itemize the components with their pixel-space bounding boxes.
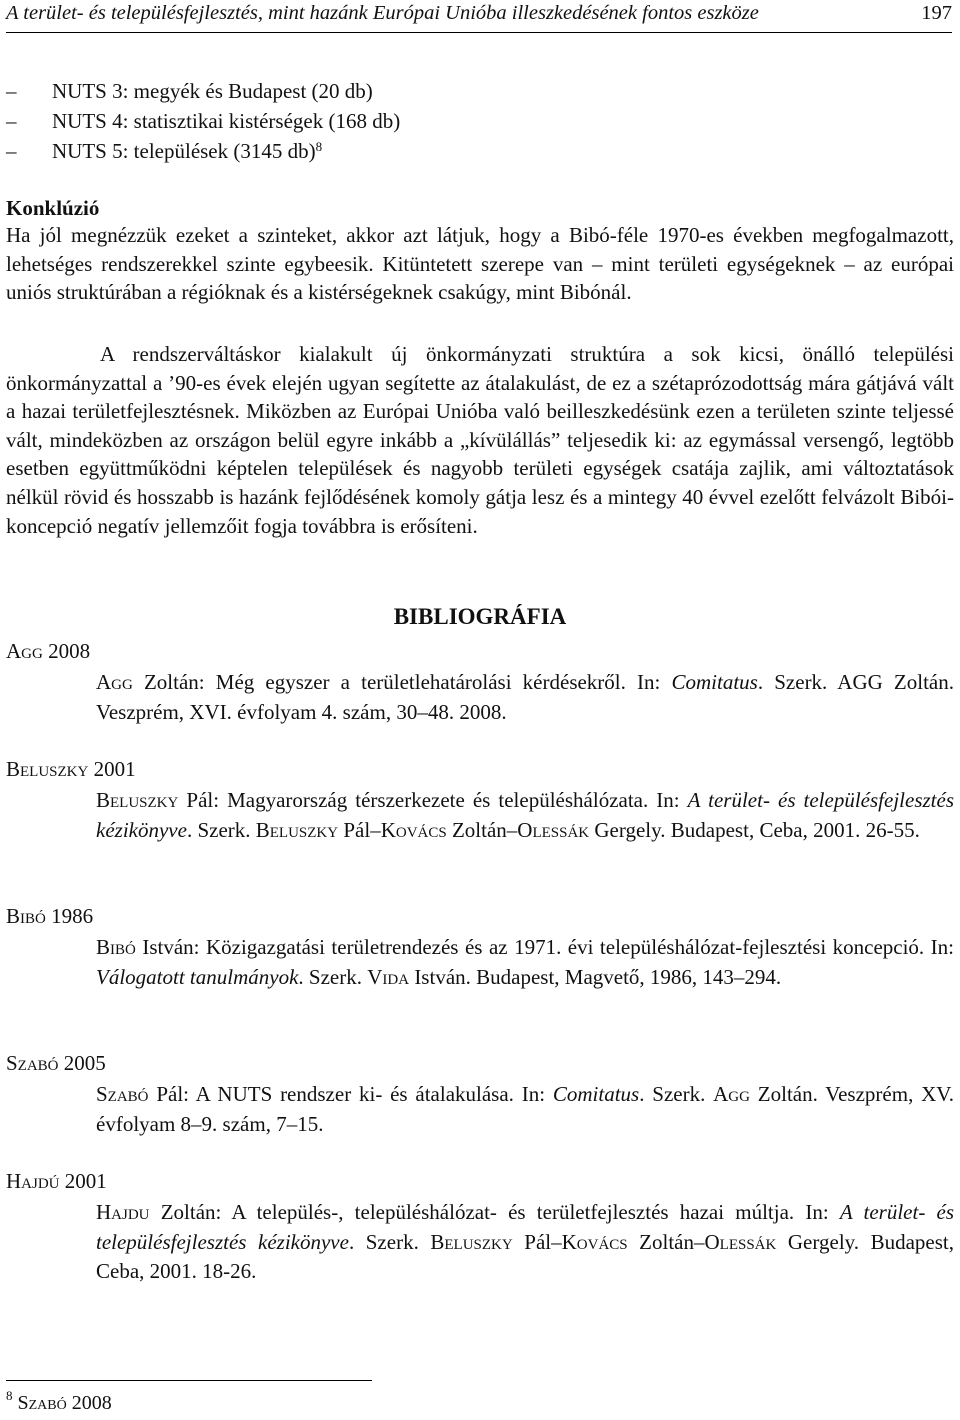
entry-text: Zoltán: Még egyszer a területlehatárolási kérdésekről. In: bbox=[132, 670, 672, 694]
footnote-number: 8 bbox=[6, 1388, 13, 1403]
bibliography-entry bbox=[6, 754, 954, 845]
footnote-name: Szabó bbox=[17, 1392, 67, 1414]
entry-key-year: 2005 bbox=[63, 1051, 106, 1075]
footnote-ref: 8 bbox=[315, 139, 323, 154]
footnote-year: 2008 bbox=[71, 1392, 112, 1414]
entry-key-year: 2001 bbox=[93, 757, 136, 781]
footnote-divider bbox=[6, 1380, 372, 1381]
entry-work: Válogatott tanulmányok bbox=[96, 964, 299, 989]
entry-author: Bibó bbox=[96, 935, 136, 959]
bibliography-entry bbox=[6, 1166, 954, 1287]
entry-text: Pál: A NUTS rendszer ki- és átalakulása. In: bbox=[148, 1082, 553, 1106]
entry-author: Agg bbox=[96, 670, 133, 694]
entry-text: Zoltán. Veszprém, XV. évfolyam 8–9. szám, 7–15. bbox=[96, 1082, 954, 1136]
entry-body bbox=[96, 933, 954, 992]
entry-text: Zoltán: A település-, településhálózat- és területfejlesztés hazai múltja. In: bbox=[149, 1200, 840, 1224]
entry-body bbox=[96, 786, 954, 845]
entry-text: . Szerk. bbox=[639, 1082, 714, 1106]
entry-key bbox=[6, 901, 954, 931]
running-title: A terület- és településfejlesztés, mint hazánk Európai Unióba illeszkedésének fontos eszköze bbox=[6, 2, 759, 24]
entry-text: . Szerk. bbox=[298, 964, 368, 989]
entry-key bbox=[6, 1048, 954, 1078]
entry-key-name: Hajdú bbox=[6, 1169, 60, 1193]
entry-editor: Olessák bbox=[704, 1229, 777, 1254]
bibliography-entry bbox=[6, 1048, 954, 1139]
entry-work: Comitatus bbox=[552, 1082, 640, 1106]
entry-text: . Szerk. bbox=[186, 817, 256, 842]
entry-work: A terület- és településfejlesztés kézikönyve bbox=[96, 788, 954, 842]
entry-key bbox=[6, 754, 954, 784]
list-item bbox=[6, 106, 946, 136]
list-item-text: NUTS 3: megyék és Budapest (20 db) bbox=[52, 79, 373, 103]
entry-key bbox=[6, 636, 954, 666]
entry-text: István: Közigazgatási területrendezés és az 1971. évi településhálózat-fejlesztési koncepció. In: bbox=[135, 935, 954, 959]
entry-text: Gergely. Budapest, Ceba, 2001. 26-55. bbox=[589, 817, 920, 842]
page-number: 197 bbox=[921, 2, 952, 24]
entry-text: Zoltán– bbox=[446, 817, 518, 842]
list-dash: – bbox=[6, 109, 17, 133]
entry-key-year: 2008 bbox=[48, 639, 91, 663]
entry-key-year: 2001 bbox=[64, 1169, 107, 1193]
list-dash: – bbox=[6, 139, 17, 163]
list-item bbox=[6, 136, 946, 166]
entry-editor: Olessák bbox=[517, 817, 590, 842]
list-item-text: NUTS 4: statisztikai kistérségek (168 db) bbox=[52, 109, 401, 133]
bibliography-title: BIBLIOGRÁFIA bbox=[393, 604, 567, 629]
paragraph-2: A rendszerváltáskor kialakult új önkormányzati struktúra a sok kicsi, önálló települési önkormányzattal a ’90-es évek elején ugyan segítette az átalakulást, de ez a szétaprózodottság mára gátjává vált a hazai területfejlesztésnek. Miközben az Európai Unióba való beilleszkedésünk ezen a területen szinte teljessé vált, mindeközben az országon belül egyre inkább a „kívülállás” teljesedik ki: az egymással versengő, legtöbb esetben együttműködni képtelen települések és nagyobb területi egységek csatája zajlik, ami változtatások nélkül rövid és hosszabb is hazánk fejlődésének komoly gátja lesz és a mintegy 40 évvel ezelőtt felvázolt Bibói-koncepció negatív jellemzőit fogja továbbra is erősíteni. bbox=[6, 342, 954, 538]
section-heading: Konklúzió bbox=[6, 196, 100, 220]
entry-key-year: 1986 bbox=[51, 904, 94, 928]
entry-author: Beluszky bbox=[96, 788, 179, 812]
entry-work: A terület- és településfejlesztés kézikönyve bbox=[96, 1200, 954, 1254]
entry-editor: Beluszky bbox=[430, 1229, 513, 1254]
paragraph-1: Ha jól megnézzük ezeket a szinteket, akkor azt látjuk, hogy a Bibó-féle 1970-es években megfogalmazott, lehetséges rendszerekkel szinte egybeesik. Kitüntetett szerepe van – mint területi egységeknek – az európai uniós struktúrában a régióknak és a kistérségeknek csakúgy, mint Bibónál. bbox=[6, 223, 954, 305]
entry-text: Pál– bbox=[338, 817, 381, 842]
entry-author: Szabó bbox=[96, 1082, 149, 1106]
entry-text: Pál– bbox=[512, 1229, 562, 1254]
entry-work: Comitatus bbox=[671, 670, 758, 694]
entry-text: Zoltán– bbox=[627, 1229, 705, 1254]
list-dash: – bbox=[6, 79, 17, 103]
list-item-text: NUTS 5: települések (3145 db) bbox=[52, 139, 316, 163]
running-header bbox=[6, 2, 952, 33]
entry-body bbox=[96, 668, 954, 727]
entry-editor: Beluszky bbox=[255, 817, 339, 842]
entry-editor: Kovács bbox=[380, 817, 447, 842]
entry-body bbox=[96, 1080, 954, 1139]
entry-editor: Kovács bbox=[561, 1229, 628, 1254]
bibliography-entry bbox=[6, 636, 954, 727]
entry-key-name: Agg bbox=[6, 639, 43, 663]
entry-editor: Agg bbox=[713, 1082, 750, 1106]
entry-text: . Szerk. bbox=[348, 1229, 431, 1254]
entry-text: István. Budapest, Magvető, 1986, 143–294. bbox=[409, 964, 782, 989]
entry-text: . Szerk. AGG Zoltán. Veszprém, XVI. évfolyam 4. szám, 30–48. 2008. bbox=[96, 670, 954, 724]
bibliography-entry bbox=[6, 901, 954, 992]
entry-key-name: Bibó bbox=[6, 904, 46, 928]
entry-body bbox=[96, 1198, 954, 1287]
list-item bbox=[6, 76, 946, 106]
entry-author: Hajdu bbox=[96, 1200, 150, 1224]
entry-text: Pál: Magyarország térszerkezete és településhálózata. In: bbox=[178, 788, 688, 812]
entry-key bbox=[6, 1166, 954, 1196]
entry-editor: Vida bbox=[367, 964, 410, 989]
nuts-list bbox=[6, 76, 946, 166]
entry-key-name: Beluszky bbox=[6, 757, 89, 781]
footnote bbox=[6, 1388, 112, 1415]
entry-text: Gergely. Budapest, Ceba, 2001. 18-26. bbox=[96, 1229, 954, 1283]
entry-key-name: Szabó bbox=[6, 1051, 59, 1075]
